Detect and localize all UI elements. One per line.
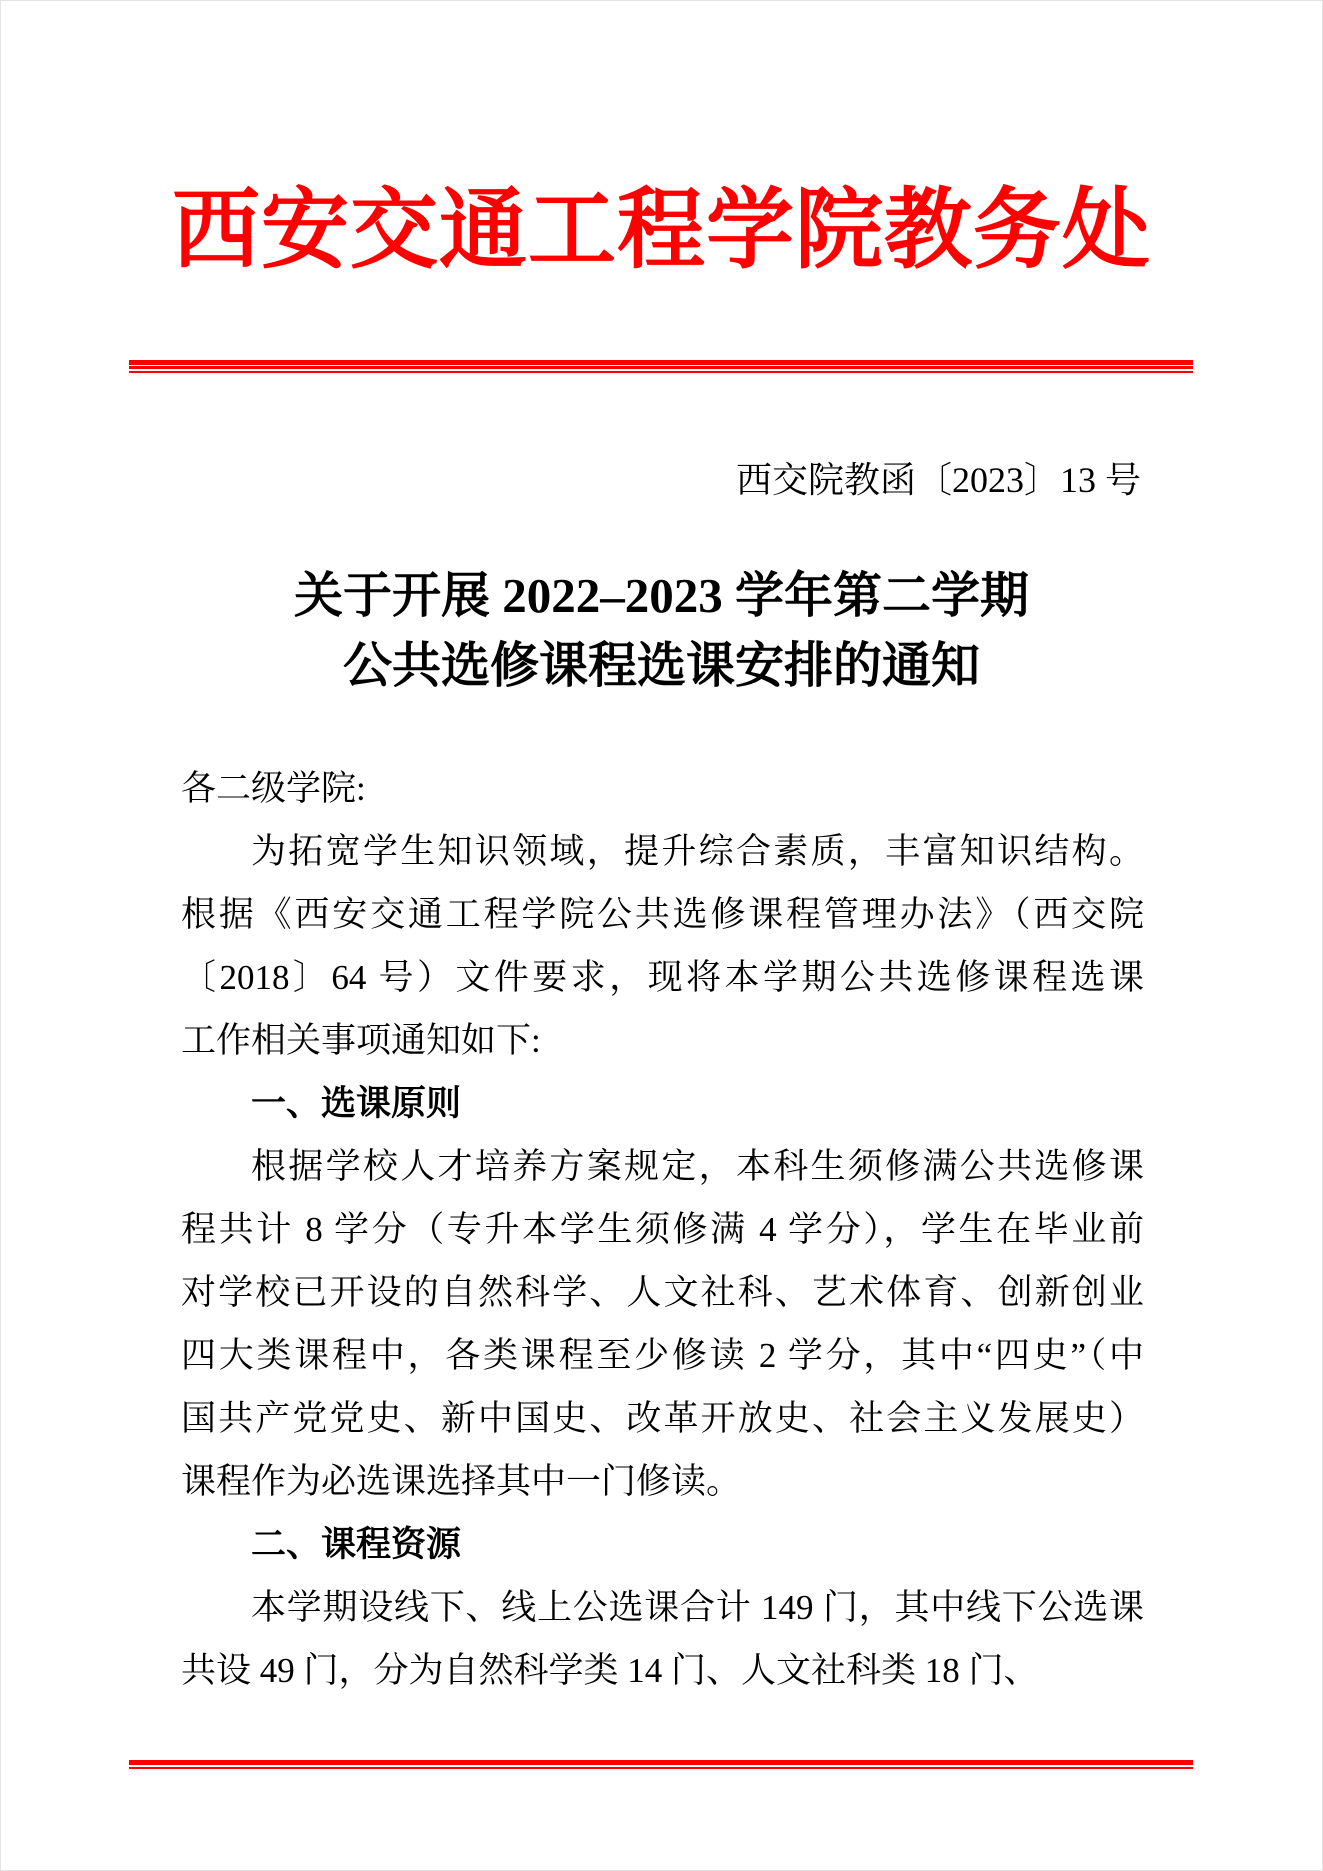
section-heading: 一、选课原则	[251, 1084, 462, 1123]
notice-title-line1: 关于开展 2022–2023 学年第二学期	[293, 568, 1029, 623]
body-line: 对学校已开设的自然科学、人文社科、艺术体育、创新创业	[181, 1273, 1144, 1312]
body-line: 〔2018〕64 号）文件要求，现将本学期公共选修课程选课	[181, 958, 1144, 997]
body-line: 本学期设线下、线上公选课合计 149 门，其中线下公选课	[251, 1588, 1144, 1627]
body-line: 程共计 8 学分（专升本学生须修满 4 学分），学生在毕业前	[181, 1210, 1144, 1249]
section-heading: 二、课程资源	[251, 1525, 462, 1564]
notice-title-line2: 公共选修课程选课安排的通知	[342, 638, 980, 693]
body-line: 各二级学院:	[181, 769, 366, 808]
letterhead-title: 西安交通工程学院教务处	[171, 183, 1151, 280]
body-line: 课程作为必选课选择其中一门修读。	[181, 1462, 742, 1501]
notice-title	[1, 561, 1322, 701]
body-line: 共设 49 门，分为自然科学类 14 门、人文社科类 18 门、	[181, 1651, 1039, 1690]
red-divider-top	[129, 360, 1193, 373]
body-text	[181, 757, 1144, 1702]
doc-number: 西交院教函〔2023〕13 号	[735, 460, 1141, 500]
divider-thin-stripe	[129, 371, 1193, 373]
body-line: 为拓宽学生知识领域，提升综合素质，丰富知识结构。	[251, 832, 1144, 871]
body-line: 四大类课程中，各类课程至少修读 2 学分，其中“四史”（中	[181, 1336, 1144, 1375]
body-line: 根据学校人才培养方案规定，本科生须修满公共选修课	[251, 1147, 1144, 1186]
red-divider-bottom	[129, 1760, 1193, 1769]
divider-thin-stripe	[129, 1767, 1193, 1769]
body-line: 根据《西安交通工程学院公共选修课程管理办法》（西交院	[181, 895, 1144, 934]
body-line: 工作相关事项通知如下:	[181, 1021, 541, 1060]
body-line: 国共产党党史、新中国史、改革开放史、社会主义发展史）	[181, 1399, 1144, 1438]
